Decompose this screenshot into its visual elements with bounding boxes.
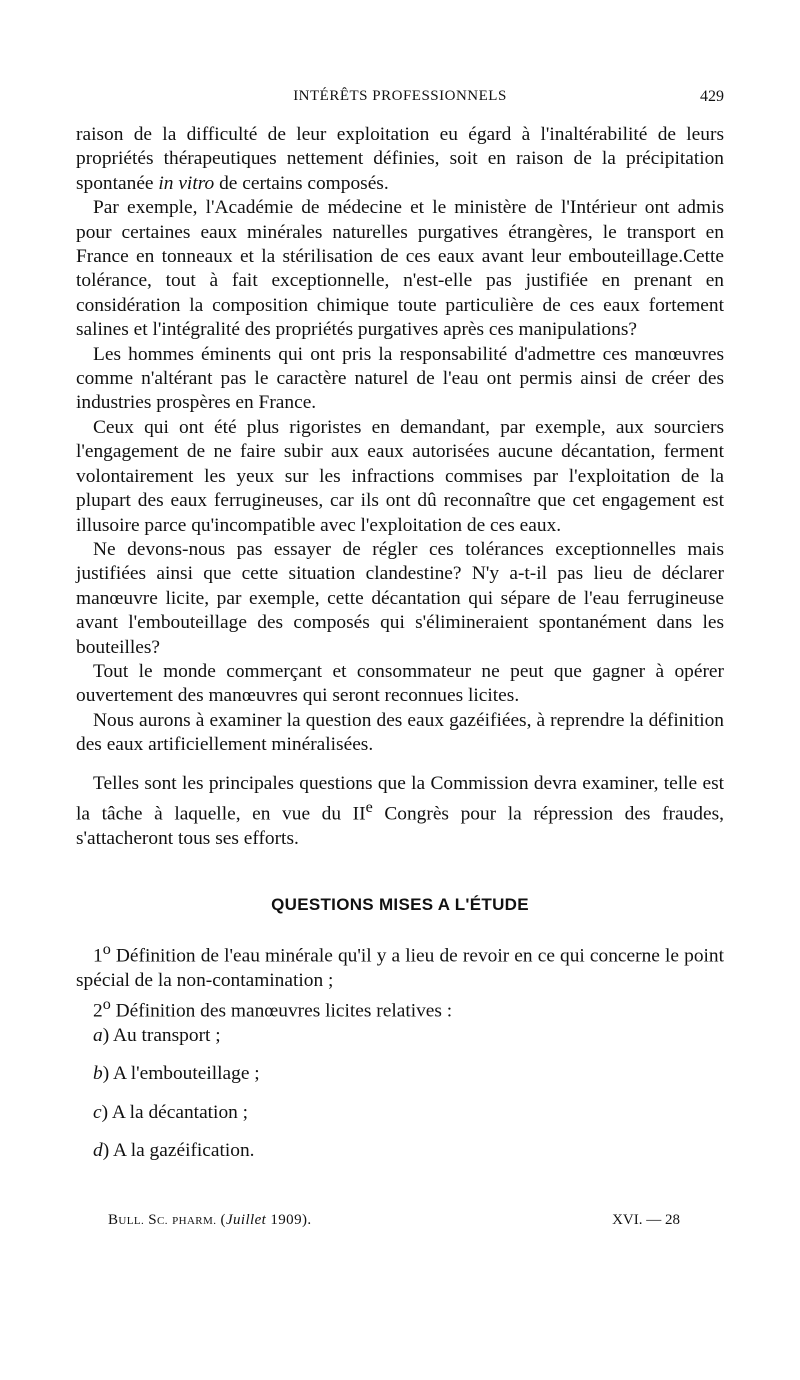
sub-item-text: ) Au transport ;	[102, 1024, 221, 1046]
footer-text: 1909	[266, 1212, 302, 1228]
footer-text: (	[220, 1212, 226, 1228]
volume-sheet-reference: XVI. — 28	[612, 1212, 680, 1228]
paragraph	[76, 123, 724, 196]
question-item	[76, 993, 724, 1024]
paragraph-text: raison de la difficulté de leur exploitation eu égard à l'inaltérabilité de leurs propriétés thérapeutiques nettement définies, soit en raison de la précipitation spontanée	[76, 124, 724, 194]
question-text: Définition des manœuvres licites relatives :	[110, 1000, 453, 1022]
question-number: 1	[93, 945, 103, 967]
sub-item-letter: d	[93, 1140, 103, 1162]
superscript: o	[102, 940, 111, 958]
running-header	[76, 88, 724, 112]
sub-item-text: ) A la gazéification.	[102, 1140, 255, 1162]
question-item	[76, 938, 724, 993]
section-heading: QUESTIONS MISES A L'ÉTUDE	[271, 895, 529, 915]
paragraph: Tout le monde commerçant et consommateur ne peut que gagner à opérer ouvertement des manœuvres qui seront reconnues licites.	[76, 660, 724, 707]
bulletin-reference	[108, 1212, 312, 1229]
footer-text: PHARM.	[172, 1215, 217, 1227]
paragraph-text: Congrès pour la répression des fraudes, s'attacheront tous ses efforts.	[76, 803, 724, 849]
paragraph: Ceux qui ont été plus rigoristes en demandant, par exemple, aux sourciers l'engagement de ne faire subir aux eaux autorisées aucune décantation, ferment volontairement les yeux sur les infractions commises par l'exploitation de la plupart des eaux ferrugineuses, car ils ont dû reconnaître que cet engagement est illusoire parce qu'incompatible avec l'exploitation de ces eaux.	[76, 416, 724, 536]
footer-text: ).	[301, 1212, 312, 1228]
sub-item-text: ) A l'embouteillage ;	[102, 1063, 260, 1085]
sub-item-letter: c	[93, 1101, 102, 1123]
sub-item	[76, 1024, 724, 1048]
italic-term: in vitro	[158, 172, 215, 194]
sub-item	[76, 1139, 724, 1163]
sub-item	[76, 1101, 724, 1125]
sub-item	[76, 1062, 724, 1086]
footer-text: ULL.	[118, 1215, 145, 1227]
superscript: o	[102, 995, 111, 1013]
running-title: INTÉRÊTS PROFESSIONNELS	[293, 88, 507, 104]
paragraph: Par exemple, l'Académie de médecine et le ministère de l'Intérieur ont admis pour certaines eaux minérales naturelles purgatives étrangères, le transport en France en tonneaux et la stérilisation de ces eaux avant leur embouteillage.Cette tolérance, tout à fait exceptionnelle, n'est-elle pas justifiée en prenant en considération la composition chimique toute particulière de ces eaux fortement salines et l'intégralité des propriétés purgatives après ces manipulations?	[76, 197, 724, 341]
paragraph-text: Telles sont les principales questions que la Commission devra examiner, telle est la tâche à laquelle, en vue du II	[76, 772, 724, 825]
paragraph: Nous aurons à examiner la question des eaux gazéifiées, à reprendre la définition des eaux artificiellement minéralisées.	[76, 709, 724, 756]
paragraph: Les hommes éminents qui ont pris la responsabilité d'admettre ces manœuvres comme n'altérant pas le caractère naturel de l'eau ont permis ainsi de créer des industries prospères en France.	[76, 343, 724, 414]
superscript: e	[365, 798, 373, 816]
sub-item-letter: a	[93, 1024, 103, 1046]
paragraph: Ne devons-nous pas essayer de régler ces tolérances exceptionnelles mais justifiées ainsi que cette situation clandestine? N'y a-t-il pas lieu de déclarer manœuvre licite, par exemple, cette décantation qui sépare de l'eau ferrugineuse avant l'embouteillage des composés qui s'élimineraient spontanément dans les bouteilles?	[76, 538, 724, 658]
footer-text: B	[108, 1212, 119, 1228]
sub-item-text: ) A la décantation ;	[101, 1101, 249, 1123]
page-body	[76, 123, 724, 1177]
sub-item-letter: b	[93, 1063, 103, 1085]
page-number: 429	[700, 88, 724, 105]
question-number: 2	[93, 1000, 103, 1022]
paragraph-text: de certains composés.	[214, 172, 389, 194]
footer-text: C.	[157, 1215, 168, 1227]
footer-month: Juillet	[225, 1212, 267, 1228]
paragraph	[76, 772, 724, 852]
footer-text: S	[148, 1212, 158, 1228]
question-text: Définition de l'eau minérale qu'il y a lieu de revoir en ce qui concerne le point spécial de la non-contamination ;	[76, 945, 724, 991]
